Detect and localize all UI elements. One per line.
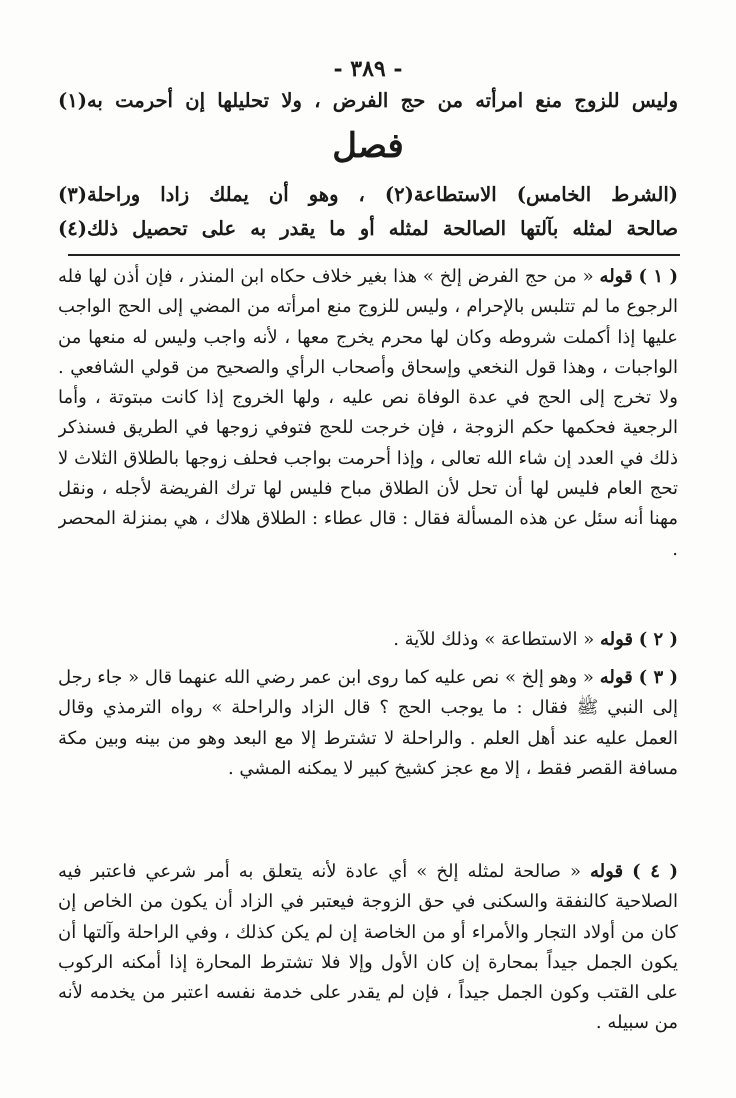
footnote-number: ( ٣ ) bbox=[638, 667, 678, 688]
footnote-keyword: قوله bbox=[599, 667, 633, 688]
footnote-text: « وهو إلخ » نص عليه كما روى ابن عمر رضي الله عنهما قال « جاء رجل إلى النبي ﷺ فقال : ما يوجب الحج ؟ قال الزاد والراحلة » رواه الترمذي وقال العمل عليه عند أهل العلم . والراحلة لا تشترط إلا مع البعد وهو من بينه وبين مكة مسافة القصر فقط ، إلا مع عجز كشيخ كبير لا يمكنه المشي . bbox=[58, 667, 678, 779]
page-number: - ٣٨٩ - bbox=[333, 56, 403, 82]
main-text-line-1: وليس للزوج منع امرأته من حج الفرض ، ولا تحليلها إن أحرمت به(١) bbox=[58, 89, 678, 112]
footnote-2 bbox=[58, 625, 678, 653]
main-text-line-2: (الشرط الخامس) الاستطاعة(٢) ، وهو أن يملك زادا وراحلة(٣) bbox=[58, 183, 678, 206]
footnote-keyword: قوله bbox=[599, 629, 633, 650]
footnote-text: « صالحة لمثله إلخ » أي عادة لأنه يتعلق به أمر شرعي فاعتبر فيه الصلاحية كالنفقة والسكنى في حق الزوجة فيعتبر في الزاد أن يكون من الخاص إن كان من أولاد التجار والأمراء أو من الخاصة إن لم يكن كذلك ، وفي الراحلة وآلتها أن يكون الجمل جيداً بمحارة إن كان الأول وإلا فلا تشترط المحارة إذا أمكنه الركوب على القتب وكون الجمل جيداً ، فإن لم يقدر على خدمة نفسه اعتبر من يخدمه لأنه من سبيله . bbox=[58, 861, 678, 1034]
footnote-text: « الاستطاعة » وذلك للآية . bbox=[393, 629, 595, 650]
footnote-4 bbox=[58, 857, 678, 1069]
footnote-number: ( ١ ) bbox=[638, 266, 678, 287]
footnote-text: « من حج الفرض إلخ » هذا بغير خلاف حكاه ابن المنذر ، فإن أذن لها فله الرجوع ما لم تتلبس بالإحرام ، وليس للزوج منع امرأته من المضي إلى الحج الواجب عليها إذا أكملت شروطه وكان لها محرم يخرج معها ، لأنه واجب وليس له منعها من الواجبات ، وهذا قول النخعي وإسحاق وأصحاب الرأي والصحيح من قولي الشافعي . ولا تخرج إلى الحج في عدة الوفاة نص عليه ، ولها الخروج إذا كانت مبتوتة ، وأما الرجعية فحكمها حكم الزوجة ، فإن خرجت للحج فتوفي زوجها في الطريق فسنذكر ذلك في العدد إن شاء الله تعالى ، وإذا أحرمت بواجب فحلف زوجها بالطلاق الثلاث لا تحج العام فليس لها أن تحل لأن الطلاق مباح فليس لها ترك الفريضة لأجله ، ونقل مهنا أنه سئل عن هذه المسألة فقال : قال عطاء : الطلاق هلاك ، هي بمنزلة المحصر . bbox=[58, 266, 678, 560]
footnote-3 bbox=[58, 663, 678, 847]
footnote-divider bbox=[68, 254, 680, 256]
footnote-number: ( ٤ ) bbox=[632, 861, 678, 882]
footnote-1 bbox=[58, 262, 678, 615]
footnote-keyword: قوله bbox=[599, 266, 633, 287]
section-title: فصل bbox=[332, 126, 404, 166]
footnotes bbox=[58, 262, 678, 1079]
main-text-line-3: صالحة لمثله بآلتها الصالحة لمثله أو ما يقدر به على تحصيل ذلك(٤) bbox=[58, 217, 678, 240]
footnote-number: ( ٢ ) bbox=[638, 629, 678, 650]
footnote-keyword: قوله bbox=[590, 861, 624, 882]
